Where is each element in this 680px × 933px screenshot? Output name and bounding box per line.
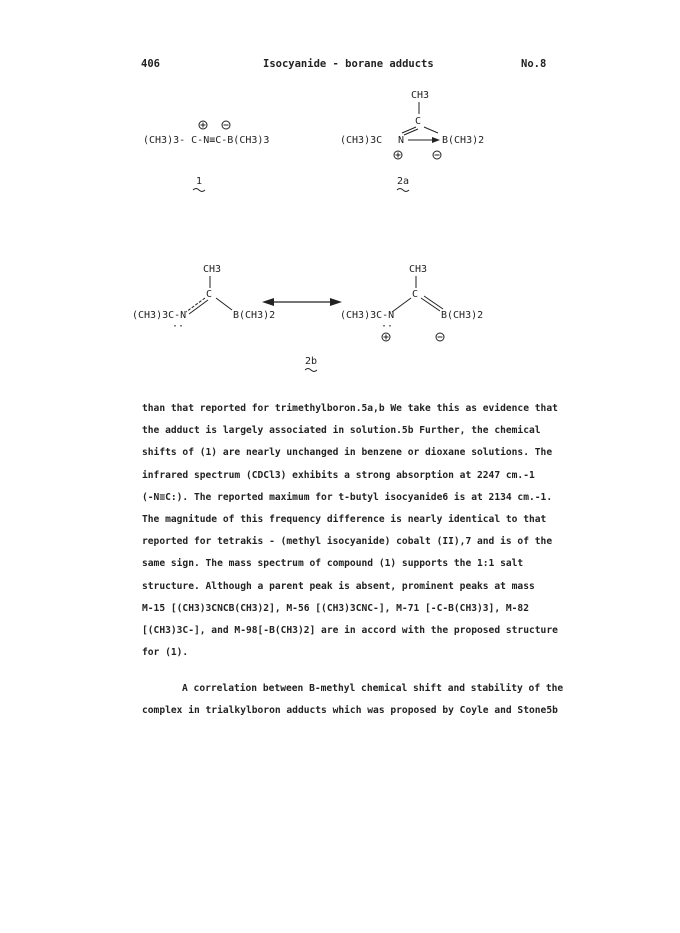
structure-2a-bme2: B(CH3)2	[442, 135, 485, 146]
svg-text:··: ··	[172, 321, 185, 332]
text-line: the adduct is largely associated in solution.5b Further, the chemical	[142, 425, 541, 437]
structure-2a-c: C	[415, 116, 422, 127]
text-line: structure. Although a parent peak is absent, prominent peaks at mass	[142, 580, 535, 592]
text-line: for (1).	[142, 647, 189, 659]
structure-2b-right-c: C	[412, 289, 419, 300]
text-line: (-N≡C:). The reported maximum for t-butyl isocyanide6 is at 2134 cm.-1.	[142, 491, 553, 503]
text-line: infrared spectrum (CDCl3) exhibits a strong absorption at 2247 cm.-1	[142, 469, 535, 481]
text-line: [(CH3)3C-], and M-98[-B(CH3)2] are in accord with the proposed structure	[142, 624, 558, 636]
structure-2b-right-ch3: CH3	[409, 264, 428, 275]
svg-text:··: ··	[381, 321, 394, 332]
structure-2b-right-tbu: (CH3)3C-N	[340, 310, 395, 321]
structure-2b-left-bme2: B(CH3)2	[233, 310, 276, 321]
structure-1	[143, 121, 269, 192]
text-line: M-15 [(CH3)3CNCB(CH3)2], M-56 [(CH3)3CNC-], M-71 [-C-B(CH3)3], M-82	[142, 602, 529, 614]
structure-1-label: 1	[196, 176, 203, 187]
structure-2a-tbu: (CH3)3C	[340, 135, 383, 146]
text-line: The magnitude of this frequency difference is nearly identical to that	[142, 513, 547, 525]
structure-diagrams	[0, 0, 680, 380]
text-line: reported for tetrakis - (methyl isocyanide) cobalt (II),7 and is of the	[142, 536, 553, 548]
page-number: 406	[141, 58, 160, 70]
text-line: shifts of (1) are nearly unchanged in benzene or dioxane solutions. The	[142, 447, 553, 459]
structure-2a-label: 2a	[397, 176, 410, 187]
text-line: same sign. The mass spectrum of compound (1) supports the 1:1 salt	[142, 558, 524, 570]
running-title: Isocyanide - borane adducts	[263, 58, 434, 70]
structure-2a-n: N	[398, 135, 405, 146]
issue-number: No.8	[521, 58, 547, 70]
resonance-arrow	[262, 298, 342, 306]
structure-2b-left-ch3: CH3	[203, 264, 222, 275]
text-line: than that reported for trimethylboron.5a,b We take this as evidence that	[142, 403, 558, 414]
structure-1-formula: (CH3)3- C-N≡C-B(CH3)3	[143, 135, 270, 146]
structure-2b-right-bme2: B(CH3)2	[441, 310, 484, 321]
structure-2a	[340, 90, 484, 192]
text-line: complex in trialkylboron adducts which was proposed by Coyle and Stone5b	[142, 705, 558, 717]
body-text	[142, 398, 564, 723]
structure-2b-left	[132, 264, 275, 332]
structure-2b-left-c: C	[206, 289, 213, 300]
text-line: A correlation between B-methyl chemical shift and stability of the	[182, 683, 564, 695]
structure-2b-left-tbu: (CH3)3C-N	[132, 310, 187, 321]
structure-2a-ch3: CH3	[411, 90, 430, 101]
structure-2b-label: 2b	[305, 356, 318, 367]
structure-2b-right	[340, 264, 483, 341]
